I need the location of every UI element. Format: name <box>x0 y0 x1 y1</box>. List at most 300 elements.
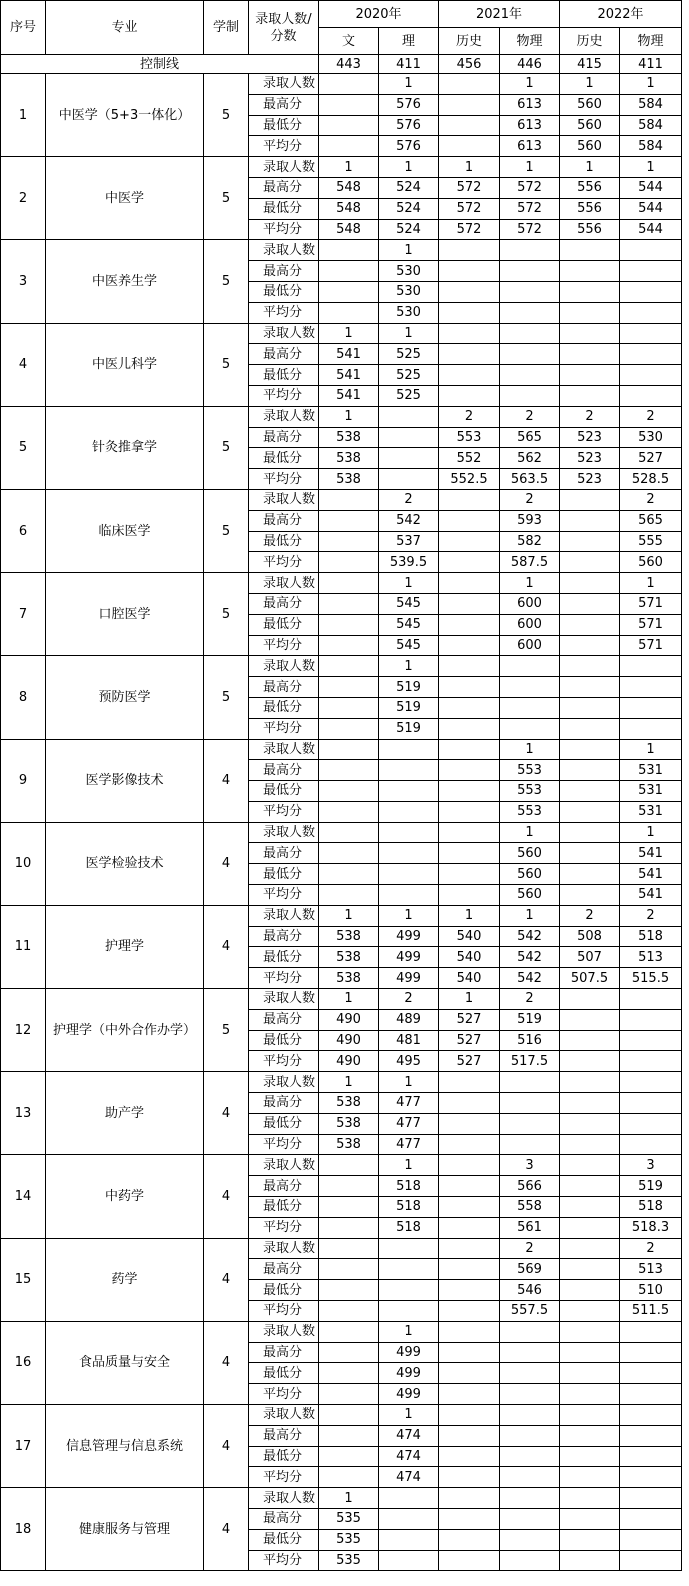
score-cell <box>560 781 620 802</box>
stat-label: 录取人数 <box>249 822 319 843</box>
score-cell <box>500 1363 560 1384</box>
stat-label: 录取人数 <box>249 656 319 677</box>
score-cell <box>560 1446 620 1467</box>
stat-label: 录取人数 <box>249 74 319 95</box>
score-cell: 539.5 <box>379 552 439 573</box>
score-cell <box>560 1405 620 1426</box>
score-cell <box>439 510 500 531</box>
score-cell: 538 <box>319 1093 379 1114</box>
score-cell <box>560 718 620 739</box>
score-cell: 542 <box>500 926 560 947</box>
score-cell <box>319 1446 379 1467</box>
score-cell: 477 <box>379 1113 439 1134</box>
score-cell: 499 <box>379 968 439 989</box>
major-seq: 15 <box>1 1238 46 1321</box>
score-cell: 569 <box>500 1259 560 1280</box>
score-cell <box>379 1238 439 1259</box>
stat-label: 平均分 <box>249 1384 319 1405</box>
score-cell: 552 <box>439 448 500 469</box>
score-cell: 499 <box>379 1363 439 1384</box>
header-subject: 历史 <box>560 28 620 55</box>
score-cell: 553 <box>500 781 560 802</box>
score-cell: 477 <box>379 1093 439 1114</box>
score-cell <box>379 1301 439 1322</box>
major-duration: 4 <box>204 1238 249 1321</box>
score-cell <box>319 136 379 157</box>
score-cell <box>439 656 500 677</box>
score-cell <box>439 1488 500 1509</box>
header-duration: 学制 <box>204 1 249 55</box>
score-cell <box>439 760 500 781</box>
major-name: 医学影像技术 <box>46 739 204 822</box>
score-cell <box>319 240 379 261</box>
score-cell: 528.5 <box>620 469 682 490</box>
score-cell <box>439 885 500 906</box>
score-cell: 518 <box>379 1217 439 1238</box>
stat-label: 最高分 <box>249 677 319 698</box>
score-cell: 542 <box>379 510 439 531</box>
score-cell <box>379 1488 439 1509</box>
score-cell: 584 <box>620 136 682 157</box>
score-cell <box>379 1529 439 1550</box>
score-cell <box>379 885 439 906</box>
header-subject: 物理 <box>620 28 682 55</box>
score-cell <box>620 1134 682 1155</box>
score-cell <box>379 781 439 802</box>
control-line-value: 415 <box>560 55 620 74</box>
header-stat-line1: 录取人数/ <box>255 11 312 27</box>
stat-label: 最高分 <box>249 760 319 781</box>
score-cell: 2 <box>500 1238 560 1259</box>
score-cell <box>379 469 439 490</box>
score-cell <box>500 1405 560 1426</box>
score-cell: 499 <box>379 926 439 947</box>
score-cell: 511.5 <box>620 1301 682 1322</box>
stat-label: 平均分 <box>249 1301 319 1322</box>
score-cell <box>620 344 682 365</box>
stat-label: 最低分 <box>249 947 319 968</box>
stat-label: 最高分 <box>249 344 319 365</box>
stat-label: 平均分 <box>249 302 319 323</box>
score-cell <box>439 1508 500 1529</box>
score-cell: 3 <box>500 1155 560 1176</box>
score-cell: 541 <box>319 344 379 365</box>
score-cell <box>560 1134 620 1155</box>
score-cell <box>439 1446 500 1467</box>
score-cell <box>319 801 379 822</box>
score-cell: 519 <box>500 1009 560 1030</box>
score-cell: 542 <box>500 968 560 989</box>
score-cell: 535 <box>319 1508 379 1529</box>
score-cell <box>379 448 439 469</box>
stat-label: 最高分 <box>249 1508 319 1529</box>
score-cell <box>500 697 560 718</box>
score-cell <box>500 1488 560 1509</box>
score-cell: 560 <box>620 552 682 573</box>
score-cell: 560 <box>500 864 560 885</box>
score-cell: 489 <box>379 1009 439 1030</box>
score-cell <box>379 1508 439 1529</box>
major-name: 健康服务与管理 <box>46 1488 204 1571</box>
score-cell: 545 <box>379 593 439 614</box>
score-cell: 560 <box>500 885 560 906</box>
score-cell <box>319 94 379 115</box>
score-cell <box>439 635 500 656</box>
score-cell: 523 <box>560 469 620 490</box>
score-cell <box>560 1550 620 1571</box>
score-cell: 2 <box>620 905 682 926</box>
table-row <box>1 406 682 427</box>
major-duration: 5 <box>204 489 249 572</box>
table-row <box>1 656 682 677</box>
stat-label: 最高分 <box>249 843 319 864</box>
score-cell: 560 <box>500 843 560 864</box>
score-cell <box>319 1425 379 1446</box>
score-cell: 576 <box>379 115 439 136</box>
score-cell <box>620 1321 682 1342</box>
score-cell <box>500 656 560 677</box>
score-cell: 571 <box>620 593 682 614</box>
table-row <box>1 739 682 760</box>
score-cell: 474 <box>379 1425 439 1446</box>
score-cell: 563.5 <box>500 469 560 490</box>
stat-label: 平均分 <box>249 968 319 989</box>
score-cell <box>319 656 379 677</box>
score-cell <box>560 656 620 677</box>
major-name: 药学 <box>46 1238 204 1321</box>
score-cell: 530 <box>620 427 682 448</box>
score-cell: 474 <box>379 1467 439 1488</box>
score-cell <box>620 302 682 323</box>
header-subject: 物理 <box>500 28 560 55</box>
major-duration: 5 <box>204 573 249 656</box>
score-cell <box>379 801 439 822</box>
stat-label: 录取人数 <box>249 1488 319 1509</box>
stat-label: 最低分 <box>249 115 319 136</box>
score-cell <box>319 261 379 282</box>
score-cell <box>560 822 620 843</box>
score-cell: 538 <box>319 968 379 989</box>
major-duration: 4 <box>204 1488 249 1571</box>
stat-label: 录取人数 <box>249 739 319 760</box>
table-row <box>1 157 682 178</box>
score-cell <box>620 697 682 718</box>
score-cell <box>500 1467 560 1488</box>
header-stat-line2: 分数 <box>270 28 297 44</box>
score-cell <box>500 1134 560 1155</box>
score-cell <box>500 1093 560 1114</box>
score-cell: 2 <box>620 406 682 427</box>
score-cell <box>620 677 682 698</box>
table-row <box>1 1321 682 1342</box>
score-cell <box>319 1176 379 1197</box>
stat-label: 录取人数 <box>249 1405 319 1426</box>
major-seq: 8 <box>1 656 46 739</box>
major-duration: 4 <box>204 1405 249 1488</box>
stat-label: 平均分 <box>249 1550 319 1571</box>
major-name: 口腔医学 <box>46 573 204 656</box>
major-seq: 18 <box>1 1488 46 1571</box>
score-cell <box>560 281 620 302</box>
score-cell <box>560 240 620 261</box>
score-cell: 507 <box>560 947 620 968</box>
major-name: 中医养生学 <box>46 240 204 323</box>
score-cell <box>319 281 379 302</box>
major-duration: 5 <box>204 656 249 739</box>
score-cell: 1 <box>319 905 379 926</box>
major-name: 中医儿科学 <box>46 323 204 406</box>
score-cell <box>560 614 620 635</box>
score-cell: 1 <box>379 323 439 344</box>
score-cell: 553 <box>500 801 560 822</box>
score-cell <box>500 1342 560 1363</box>
score-cell: 545 <box>379 635 439 656</box>
major-seq: 14 <box>1 1155 46 1238</box>
header-stat <box>249 1 319 55</box>
score-cell: 499 <box>379 947 439 968</box>
stat-label: 平均分 <box>249 219 319 240</box>
score-cell: 525 <box>379 344 439 365</box>
score-cell <box>620 989 682 1010</box>
major-name: 针灸推拿学 <box>46 406 204 489</box>
score-cell: 510 <box>620 1280 682 1301</box>
score-cell <box>439 593 500 614</box>
score-cell <box>560 1301 620 1322</box>
score-cell <box>439 614 500 635</box>
score-cell <box>319 593 379 614</box>
score-cell: 572 <box>439 177 500 198</box>
stat-label: 平均分 <box>249 1134 319 1155</box>
stat-label: 平均分 <box>249 469 319 490</box>
score-cell <box>560 344 620 365</box>
score-cell <box>620 1342 682 1363</box>
score-cell: 1 <box>379 573 439 594</box>
score-cell: 517.5 <box>500 1051 560 1072</box>
major-name: 临床医学 <box>46 489 204 572</box>
score-cell: 1 <box>500 157 560 178</box>
score-cell: 555 <box>620 531 682 552</box>
score-cell <box>319 489 379 510</box>
score-cell: 490 <box>319 1009 379 1030</box>
stat-label: 最低分 <box>249 697 319 718</box>
score-cell: 1 <box>379 240 439 261</box>
stat-label: 录取人数 <box>249 1072 319 1093</box>
score-cell: 1 <box>500 822 560 843</box>
score-cell <box>500 1446 560 1467</box>
score-cell <box>439 1321 500 1342</box>
score-cell <box>620 365 682 386</box>
score-cell <box>439 281 500 302</box>
score-cell <box>439 1197 500 1218</box>
score-cell: 535 <box>319 1529 379 1550</box>
score-cell <box>319 697 379 718</box>
score-cell <box>560 593 620 614</box>
stat-label: 平均分 <box>249 718 319 739</box>
score-cell <box>620 1446 682 1467</box>
score-cell: 544 <box>620 177 682 198</box>
score-cell <box>620 1093 682 1114</box>
score-cell <box>560 1093 620 1114</box>
major-name: 中医学（5+3一体化） <box>46 74 204 157</box>
score-cell <box>620 1363 682 1384</box>
score-cell: 565 <box>620 510 682 531</box>
score-cell <box>319 1238 379 1259</box>
score-cell: 519 <box>379 677 439 698</box>
score-cell <box>560 552 620 573</box>
score-cell: 1 <box>379 905 439 926</box>
score-cell <box>620 323 682 344</box>
score-cell: 1 <box>500 739 560 760</box>
score-cell: 523 <box>560 448 620 469</box>
score-cell <box>439 489 500 510</box>
score-cell: 572 <box>439 219 500 240</box>
score-cell: 558 <box>500 1197 560 1218</box>
score-cell <box>379 843 439 864</box>
stat-label: 平均分 <box>249 801 319 822</box>
score-cell <box>620 1384 682 1405</box>
major-name: 助产学 <box>46 1072 204 1155</box>
score-cell: 499 <box>379 1342 439 1363</box>
score-cell: 553 <box>439 427 500 448</box>
score-cell: 507.5 <box>560 968 620 989</box>
score-cell <box>319 510 379 531</box>
score-cell <box>560 365 620 386</box>
score-cell: 1 <box>319 157 379 178</box>
stat-label: 平均分 <box>249 1217 319 1238</box>
stat-label: 录取人数 <box>249 905 319 926</box>
score-cell <box>560 989 620 1010</box>
stat-label: 平均分 <box>249 136 319 157</box>
score-cell: 1 <box>379 1321 439 1342</box>
score-cell <box>439 1425 500 1446</box>
score-cell <box>560 1197 620 1218</box>
score-cell <box>620 1488 682 1509</box>
score-cell <box>560 1529 620 1550</box>
score-cell <box>439 365 500 386</box>
header-year-2020: 2020年 <box>319 1 439 28</box>
score-cell <box>439 1301 500 1322</box>
score-cell <box>560 760 620 781</box>
score-cell <box>560 323 620 344</box>
score-cell: 540 <box>439 947 500 968</box>
score-cell <box>439 1467 500 1488</box>
score-cell: 552.5 <box>439 469 500 490</box>
score-cell: 587.5 <box>500 552 560 573</box>
score-cell: 541 <box>319 365 379 386</box>
score-cell <box>560 1363 620 1384</box>
score-cell <box>560 1259 620 1280</box>
score-cell <box>620 718 682 739</box>
score-cell <box>500 677 560 698</box>
score-cell <box>560 385 620 406</box>
table-row <box>1 1405 682 1426</box>
score-cell <box>319 1405 379 1426</box>
score-cell <box>379 822 439 843</box>
score-cell: 566 <box>500 1176 560 1197</box>
major-duration: 5 <box>204 240 249 323</box>
score-cell <box>319 1321 379 1342</box>
table-row <box>1 905 682 926</box>
score-cell: 531 <box>620 801 682 822</box>
table-row <box>1 822 682 843</box>
score-cell: 531 <box>620 781 682 802</box>
score-cell: 2 <box>439 406 500 427</box>
score-cell: 544 <box>620 198 682 219</box>
score-cell <box>560 1425 620 1446</box>
stat-label: 平均分 <box>249 385 319 406</box>
stat-label: 最低分 <box>249 1280 319 1301</box>
score-cell <box>319 677 379 698</box>
score-cell <box>560 677 620 698</box>
score-cell: 1 <box>379 1405 439 1426</box>
score-cell <box>319 760 379 781</box>
score-cell <box>500 1508 560 1529</box>
score-cell <box>439 240 500 261</box>
score-cell: 548 <box>319 198 379 219</box>
score-cell <box>439 677 500 698</box>
control-line-value: 443 <box>319 55 379 74</box>
score-cell: 582 <box>500 531 560 552</box>
score-cell: 556 <box>560 219 620 240</box>
score-cell: 584 <box>620 115 682 136</box>
table-row <box>1 323 682 344</box>
stat-label: 录取人数 <box>249 573 319 594</box>
major-seq: 12 <box>1 989 46 1072</box>
major-duration: 5 <box>204 406 249 489</box>
score-cell: 562 <box>500 448 560 469</box>
score-cell <box>560 489 620 510</box>
score-cell <box>560 1321 620 1342</box>
score-cell <box>560 1280 620 1301</box>
score-cell <box>319 302 379 323</box>
major-duration: 4 <box>204 1072 249 1155</box>
header-subject: 理 <box>379 28 439 55</box>
score-cell: 3 <box>620 1155 682 1176</box>
score-cell: 548 <box>319 219 379 240</box>
stat-label: 录取人数 <box>249 240 319 261</box>
score-cell: 1 <box>500 573 560 594</box>
score-cell: 1 <box>620 573 682 594</box>
score-cell <box>620 1009 682 1030</box>
score-cell: 560 <box>560 94 620 115</box>
score-cell: 544 <box>620 219 682 240</box>
score-cell: 538 <box>319 926 379 947</box>
score-cell: 1 <box>379 1155 439 1176</box>
major-name: 中药学 <box>46 1155 204 1238</box>
header-subject: 历史 <box>439 28 500 55</box>
score-cell: 571 <box>620 614 682 635</box>
score-cell: 516 <box>500 1030 560 1051</box>
score-cell: 1 <box>379 1072 439 1093</box>
score-cell: 600 <box>500 635 560 656</box>
score-cell <box>620 1405 682 1426</box>
score-cell <box>439 1238 500 1259</box>
score-cell <box>560 1051 620 1072</box>
score-cell <box>560 1113 620 1134</box>
score-cell: 2 <box>379 489 439 510</box>
major-duration: 5 <box>204 157 249 240</box>
major-duration: 4 <box>204 822 249 905</box>
stat-label: 最高分 <box>249 177 319 198</box>
score-cell: 1 <box>379 74 439 95</box>
score-cell: 572 <box>439 198 500 219</box>
table-row <box>1 1155 682 1176</box>
stat-label: 最低分 <box>249 448 319 469</box>
score-cell: 519 <box>379 697 439 718</box>
score-cell: 538 <box>319 427 379 448</box>
score-cell: 546 <box>500 1280 560 1301</box>
score-cell <box>319 1384 379 1405</box>
